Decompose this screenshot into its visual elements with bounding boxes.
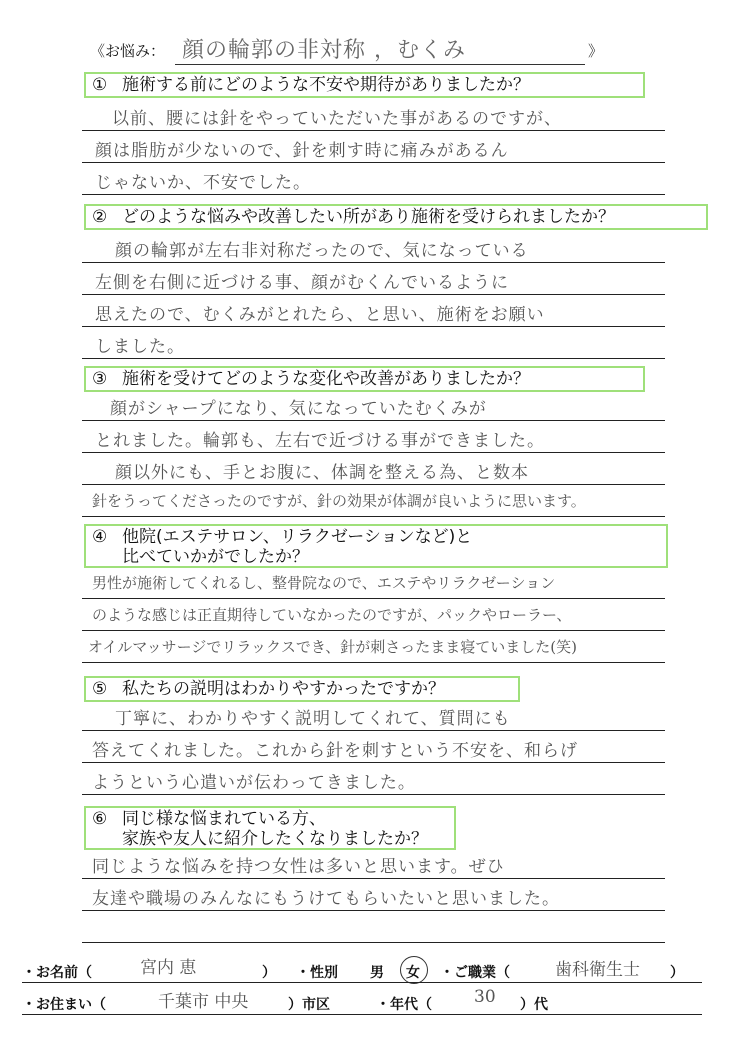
- answer-6-rule-3: [82, 942, 665, 943]
- question-4-text-2: 比べていかがでしたか？: [122, 547, 309, 567]
- answer-4-rule-3: [82, 662, 665, 663]
- age-suffix: ）代: [520, 997, 548, 1013]
- job-label: ・ご職業（: [440, 965, 510, 981]
- age-label: ・年代（: [376, 997, 432, 1013]
- answer-1-rule-1: [82, 130, 665, 131]
- answer-4-line-3: オイルマッサージでリラックスでき、針が刺さったまま寝ていました(笑): [88, 638, 578, 656]
- answer-3-rule-1: [82, 420, 665, 421]
- answer-6-rule-1: [82, 878, 665, 879]
- answer-2-line-3: 思えたので、むくみがとれたら、と思い、施術をお願い: [95, 305, 545, 325]
- question-4-number: ④: [92, 527, 108, 547]
- job-value: 歯科衛生士: [555, 960, 640, 980]
- question-6-text-2: 家族や友人に紹介したくなりましたか？: [122, 829, 428, 849]
- question-6-number: ⑥: [92, 809, 108, 829]
- answer-2-line-2: 左側を右側に近づける事、顔がむくんでいるように: [95, 273, 509, 293]
- answer-2-line-4: しました。: [95, 337, 185, 357]
- question-1: [92, 74, 530, 96]
- answer-5-line-1: 丁寧に、わかりやすく説明してくれて、質問にも: [115, 709, 511, 729]
- answer-5-rule-3: [82, 794, 665, 795]
- address-suffix: ）市区: [288, 997, 330, 1013]
- question-4-line-1: [92, 526, 472, 548]
- answer-3-rule-3: [82, 484, 665, 485]
- answer-3-line-2: とれました。輪郭も、左右で近づける事ができました。: [95, 431, 545, 451]
- concern-value: 顔の輪郭の非対称 ，むくみ: [182, 38, 466, 63]
- answer-6-line-2: 友達や職場のみんなにもうけてもらいたいと思いました。: [92, 889, 560, 909]
- answer-2-rule-4: [82, 358, 665, 359]
- answer-2-rule-1: [82, 262, 665, 263]
- footer-rule-1: [22, 982, 702, 983]
- answer-2-line-1: 顔の輪郭が左右非対称だったので、気になっている: [115, 241, 529, 261]
- gender-label: ・性別: [296, 965, 338, 981]
- question-5-text: 私たちの説明はわかりやすかったですか？: [122, 679, 445, 699]
- question-6-text-1: 同じ様な悩まれている方、: [122, 809, 326, 829]
- answer-1-line-3: じゃないか、不安でした。: [95, 173, 311, 193]
- concern-underline: [175, 64, 585, 65]
- concern-label: 《お悩み：: [90, 42, 166, 60]
- concern-close: 》: [588, 42, 604, 60]
- answer-4-line-2: のような感じは正直期待していなかったのですが、パックやローラー、: [92, 606, 572, 624]
- answer-3-rule-2: [82, 452, 665, 453]
- answer-3-line-1: 顔がシャープになり、気になっていたむくみが: [110, 399, 487, 419]
- address-value: 千葉市 中央: [158, 992, 249, 1012]
- answer-1-rule-2: [82, 162, 665, 163]
- answer-5-line-2: 答えてくれました。これから針を刺すという不安を、和らげ: [92, 741, 578, 761]
- answer-4-rule-2: [82, 630, 665, 631]
- answer-3-line-3: 顔以外にも、手とお腹に、体調を整える為、と数本: [115, 463, 529, 483]
- question-5-number: ⑤: [92, 679, 108, 699]
- question-2-number: ②: [92, 207, 108, 227]
- question-6-line-1: [92, 808, 326, 830]
- answer-1-rule-3: [82, 194, 665, 195]
- question-5: [92, 678, 445, 700]
- name-label: ・お名前（: [22, 965, 92, 981]
- question-1-number: ①: [92, 75, 108, 95]
- question-3-text: 施術を受けてどのような変化や改善がありましたか？: [122, 369, 530, 389]
- question-3: [92, 368, 530, 390]
- footer-rule-2: [22, 1014, 702, 1015]
- job-close: ）: [670, 965, 684, 981]
- answer-6-line-1: 同じような悩みを持つ女性は多いと思います。ぜひ: [92, 857, 505, 877]
- answer-4-line-1: 男性が施術してくれるし、整骨院なので、エステやリラクゼーション: [92, 574, 556, 592]
- answer-5-line-3: ようという心遣いが伝わってきました。: [92, 773, 416, 793]
- name-value: 宮内 恵: [140, 958, 197, 978]
- answer-2-rule-3: [82, 326, 665, 327]
- answer-2-rule-2: [82, 294, 665, 295]
- question-3-number: ③: [92, 369, 108, 389]
- question-1-text: 施術する前にどのような不安や期待がありましたか？: [122, 75, 530, 95]
- answer-5-rule-2: [82, 762, 665, 763]
- question-4-text-1: 他院(エステサロン、リラクゼーションなど)と: [122, 527, 473, 547]
- question-2-text: どのような悩みや改善したい所があり施術を受けられましたか？: [122, 207, 615, 227]
- answer-4-rule-1: [82, 598, 665, 599]
- name-close: ）: [262, 965, 276, 981]
- answer-1-line-2: 顔は脂肪が少ないので、針を刺す時に痛みがあるん: [95, 141, 509, 161]
- answer-6-rule-2: [82, 910, 665, 911]
- answer-3-rule-4: [82, 516, 665, 517]
- question-2: [92, 206, 615, 228]
- gender-male: 男: [370, 965, 384, 981]
- address-label: ・お住まい（: [22, 997, 106, 1013]
- gender-female: 女: [406, 965, 420, 981]
- answer-5-rule-1: [82, 730, 665, 731]
- answer-1-line-1: 以前、腰には針をやっていただいた事があるのですが、: [112, 109, 562, 129]
- age-value: 30: [474, 987, 496, 1007]
- answer-3-line-4: 針をうってくださったのですが、針の効果が体調が良いように思います。: [92, 492, 586, 510]
